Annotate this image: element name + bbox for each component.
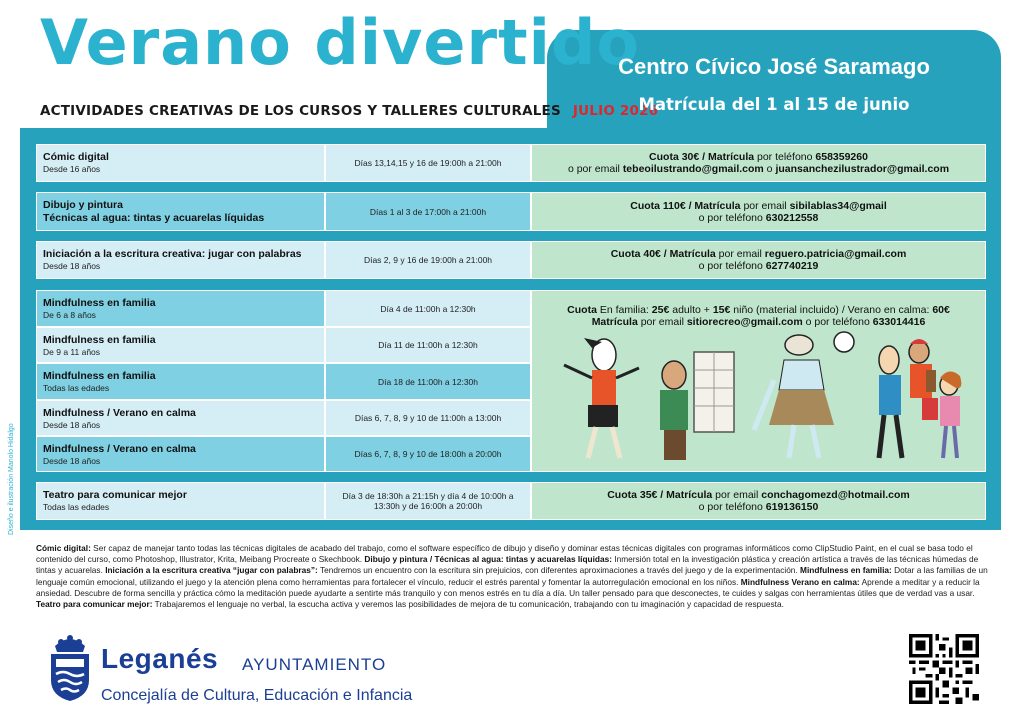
fee-text: niño (material incluido) / Verano en calma: [733, 304, 930, 316]
course-name-cell [36, 363, 325, 400]
course-audience: Desde 18 años [43, 261, 101, 272]
course-descriptions [36, 543, 991, 610]
contact-phone: 633014416 [872, 316, 926, 328]
course-audience: Desde 18 años [43, 456, 101, 467]
fee-amount: Cuota 40€ / Matrícula [610, 248, 716, 260]
course-name-cell [36, 241, 325, 279]
contact-email: sibilablas34@gmail [789, 199, 887, 212]
course-schedule-cell [325, 327, 531, 363]
fee-text: por teléfono [757, 151, 813, 163]
course-schedule-cell [325, 290, 531, 327]
fee-text: o [766, 163, 773, 175]
subtitle-text: ACTIVIDADES CREATIVAS DE LOS CURSOS Y TALLERES CULTURALES [40, 103, 561, 119]
fee-line [630, 200, 887, 212]
course-schedule: Días 2, 9 y 16 de 19:00h a 21:00h [363, 255, 493, 265]
fee-amount: 15€ [712, 304, 731, 316]
contact-email: sitiorecreo@gmail.com [686, 316, 803, 328]
city-council-label: AYUNTAMIENTO [242, 655, 387, 674]
description-title: Mindfulness en familia: [800, 565, 892, 576]
poster-title: Verano divertido [40, 6, 640, 79]
course-schedule: Día 18 de 11:00h a 12:30h [377, 376, 479, 387]
course-schedule: Día 3 de 18:30h a 21:15h y día 4 de 10:00h a 13:30h y de 16:00h a 20:00h [342, 491, 514, 511]
description-text: Ser capaz de manejar tanto todas las técnicas digitales de acabado del trabajo, como el software específico de dibujo y diseño y dominar estas técnicas digitales con programas informáticos como ClipStudio Paint, en el cual se basa todo el contenido del curso, como Photoshop, Illustrator, Krita, Meibang Procreate o Skechbook. [36, 543, 973, 565]
fee-amount: 60€ [932, 304, 950, 316]
course-schedule-cell [325, 436, 531, 472]
course-name: Mindfulness / Verano en calma [43, 407, 196, 419]
course-name-secondary: Técnicas al agua: tintas y acuarelas líquidas [43, 212, 265, 225]
figure-green-shirt [660, 352, 734, 460]
contact-phone: 630212558 [765, 211, 819, 224]
contact-line [699, 501, 819, 513]
course-name: Mindfulness en familia [43, 370, 156, 382]
description-text: Aprende a meditar y a reducir la ansiedad. Descubre de forma sencilla y práctica cómo la meditación puede ayudarte a sentirte más tranquilo y con menos estrés en tu día a día. Un taller pensado para que desconectes, te cuides y salgas con herramientas útiles que de verdad vas a usar. [36, 576, 980, 598]
fee-line [611, 248, 907, 260]
course-audience: De 9 a 11 años [43, 347, 101, 358]
description-text: Inmersión total en la investigación plástica y creación artística a través de las técnicas húmedas de tintas y acuarelas. [36, 554, 979, 576]
course-schedule-cell [325, 241, 531, 279]
course-name-cell [36, 192, 325, 231]
course-fee-cell [531, 192, 986, 231]
course-schedule: Días 1 al 3 de 17:00h a 21:00h [369, 206, 487, 217]
course-name-cell [36, 327, 325, 363]
enrollment-period: Matrícula del 1 al 15 de junio [638, 95, 910, 114]
course-schedule: Días 6, 7, 8, 9 y 10 de 18:00h a 20:00h [354, 449, 502, 459]
course-fee-cell [531, 482, 986, 520]
contact-email: juansanchezilustrador@gmail.com [775, 163, 950, 175]
course-name-cell [36, 144, 325, 182]
fee-text: o por email [567, 163, 620, 175]
fee-amount: Cuota 30€ / Matrícula [649, 151, 755, 163]
fee-amount: 25€ [651, 304, 670, 316]
course-schedule-cell [325, 144, 531, 182]
description-title: Dibujo y pintura / Técnicas al agua: tintas y acuarelas líquidas: [364, 554, 612, 565]
contact-line [568, 163, 949, 175]
course-name: Teatro para comunicar mejor [43, 489, 187, 501]
venue-name: Centro Cívico José Saramago [618, 54, 930, 79]
fee-text: En familia: [599, 304, 649, 316]
fee-label: Cuota [567, 304, 597, 316]
fee-line [567, 304, 950, 316]
characters-illustration [544, 330, 974, 465]
course-name: Mindfulness / Verano en calma [43, 443, 196, 455]
course-name: Iniciación a la escritura creativa: jugar con palabras [43, 248, 302, 260]
contact-phone: 619136150 [765, 501, 819, 513]
fee-amount: Cuota 110€ / Matrícula [630, 199, 741, 212]
course-audience: Todas las edades [43, 502, 110, 513]
month-label: JULIO 2026 [572, 103, 659, 119]
description-text: Tendremos un encuentro con la escritura sin prejuicios, con diferentes aproximaciones a través del juego y de la experimentación. [319, 565, 798, 576]
department-name: Concejalía de Cultura, Educación e Infancia [101, 687, 413, 704]
course-audience: Desde 18 años [43, 420, 101, 431]
course-name: Cómic digital [43, 151, 109, 163]
qr-code-icon [909, 634, 979, 704]
contact-email: tebeoilustrando@gmail.com [622, 163, 764, 175]
fee-text: o por teléfono [805, 316, 870, 328]
contact-email: reguero.patricia@gmail.com [764, 248, 907, 260]
course-name-cell [36, 290, 325, 327]
description-text: Dotar a las familias de un lenguaje común emocional, utilizando el juego y la atención plena como herramientas para fortalecer el vínculo, reducir el estrés parental y fomentar la autorregulación emocional en los niños. [36, 565, 988, 587]
course-schedule-cell [325, 400, 531, 436]
course-audience: De 6 a 8 años [43, 310, 96, 321]
course-audience: Todas las edades [43, 383, 110, 394]
fee-text: o por teléfono [698, 501, 763, 513]
course-name-cell [36, 482, 325, 520]
course-fee-cell [531, 241, 986, 279]
contact-email: conchagomezd@hotmail.com [761, 489, 910, 501]
course-audience: Desde 16 años [43, 164, 101, 175]
mindfulness-fee-cell [531, 290, 986, 472]
figure-orange-shirt [564, 338, 639, 458]
fee-line [607, 489, 910, 501]
fee-amount: Cuota 35€ / Matrícula [607, 489, 713, 501]
course-schedule: Día 11 de 11:00h a 12:30h [378, 340, 478, 350]
contact-line [699, 260, 819, 272]
description-text: Trabajaremos el lenguaje no verbal, la escucha activa y veremos las posibilidades de mejora de tu comunicación, trabajando con tu imaginación y capacidad de respuesta. [154, 598, 784, 609]
course-name: Dibujo y pintura [43, 199, 123, 211]
course-schedule: Días 13,14,15 y 16 de 19:00h a 21:00h [354, 158, 502, 168]
course-name: Mindfulness en familia [43, 334, 156, 346]
figure-skirt [754, 332, 854, 458]
fee-label: Matrícula [591, 316, 638, 328]
course-fee-cell [531, 144, 986, 182]
description-title: Teatro para comunicar mejor: [36, 598, 153, 609]
fee-text: por email [640, 316, 684, 328]
contact-phone: 658359260 [815, 151, 868, 163]
fee-text: por email [743, 199, 787, 212]
course-schedule-cell [325, 482, 531, 520]
fee-text: o por teléfono [698, 260, 763, 272]
course-name-cell [36, 436, 325, 472]
city-crest-icon [47, 632, 93, 702]
course-schedule-cell [325, 363, 531, 400]
course-schedule: Días 6, 7, 8, 9 y 10 de 11:00h a 13:00h [354, 413, 502, 423]
course-schedule-cell [325, 192, 531, 231]
course-name-cell [36, 400, 325, 436]
contact-phone: 627740219 [765, 260, 819, 272]
description-title: Cómic digital: [36, 543, 91, 553]
fee-text: por email [715, 489, 759, 501]
figure-family-group [879, 339, 961, 458]
course-schedule: Día 4 de 11:00h a 12:30h [380, 303, 476, 314]
illustration-credit: Diseño e ilustración Manolo Hidalgo [8, 423, 15, 535]
fee-text: por email [718, 248, 762, 260]
fee-text: adulto + [672, 304, 710, 316]
description-title: Mindfulness Verano en calma: [740, 576, 860, 587]
contact-line [699, 212, 819, 224]
fee-text: o por teléfono [698, 211, 763, 224]
city-name: Leganés [101, 643, 219, 674]
description-title: Iniciación a la escritura creativa “jugar con palabras”: [105, 565, 318, 576]
fee-line [649, 151, 868, 163]
course-name: Mindfulness en familia [43, 297, 156, 309]
contact-line [592, 316, 926, 328]
